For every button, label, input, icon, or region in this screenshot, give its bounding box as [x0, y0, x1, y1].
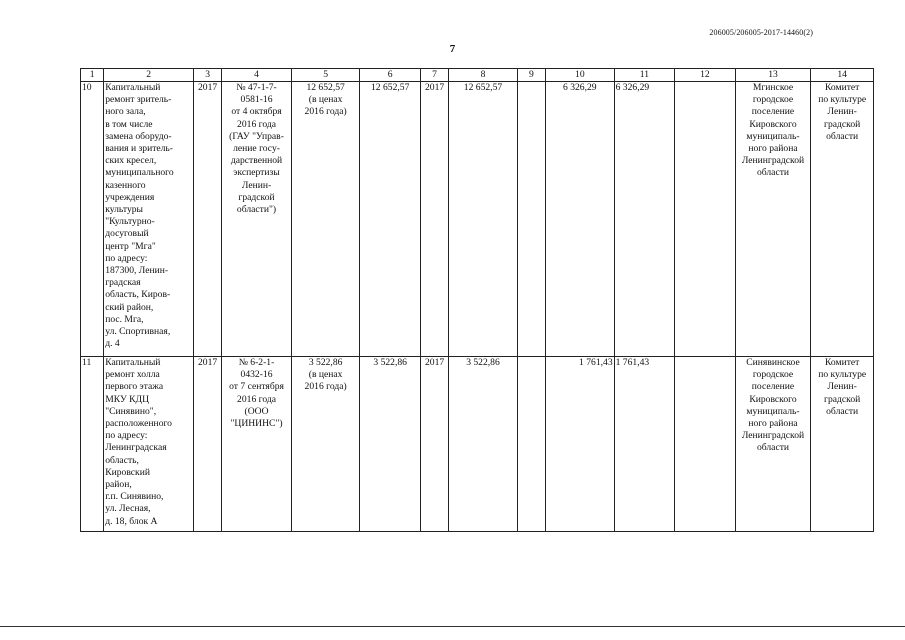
col-header-11: 11 [614, 69, 675, 82]
regional-budget: 6 326,29 [563, 82, 597, 93]
funding-year: 2017 [424, 357, 445, 368]
remaining-cost: 3 522,86 [373, 357, 407, 368]
col-header-4: 4 [222, 69, 292, 82]
start-year: 2017 [198, 357, 218, 368]
col-header-2: 2 [104, 69, 194, 82]
col-header-5: 5 [291, 69, 360, 82]
col-header-6: 6 [360, 69, 421, 82]
col-header-12: 12 [675, 69, 736, 82]
total-funding: 12 652,57 [463, 82, 503, 93]
data-table [80, 68, 874, 532]
start-year: 2017 [198, 82, 218, 93]
expertise-conclusion: № 47-1-7- 0581-16 от 4 октября 2016 года (ГАУ "Управ- ление госу- дарственной экспертизы Ленин- градской области") [229, 82, 284, 216]
responsible-committee: Комитет по культуре Ленин- градской области [818, 357, 867, 417]
row-number: 11 [82, 357, 92, 368]
column-number-row [81, 69, 874, 82]
col-header-3: 3 [193, 69, 221, 82]
remaining-cost: 12 652,57 [371, 82, 410, 93]
page-number: 7 [449, 43, 456, 55]
responsible-committee: Комитет по культуре Ленин- градской области [818, 82, 867, 142]
estimated-cost: 3 522,86 (в ценах 2016 года) [304, 357, 347, 393]
document-id: 206005/206005-2017-14460(2) [709, 28, 813, 37]
local-budget: 6 326,29 [615, 82, 650, 93]
row-number: 10 [82, 82, 92, 93]
estimated-cost: 12 652,57 (в ценах 2016 года) [304, 82, 347, 118]
expertise-conclusion: № 6-2-1- 0432-16 от 7 сентября 2016 года (ООО "ЦИНИНС") [229, 357, 284, 430]
col-header-14: 14 [811, 69, 874, 82]
page-bottom-divider [0, 626, 905, 627]
local-budget: 1 761,43 [615, 357, 650, 368]
table-row [81, 82, 874, 357]
col-header-9: 9 [517, 69, 545, 82]
col-header-7: 7 [420, 69, 448, 82]
col-header-8: 8 [449, 69, 518, 82]
municipality: Мгинское городское поселение Кировского муниципаль- ного района Ленинградской области [741, 82, 805, 179]
regional-budget: 1 761,43 [579, 357, 613, 368]
col-header-13: 13 [735, 69, 811, 82]
object-description: Капитальный ремонт холла первого этажа МКУ КДЦ "Синявино", расположенного по адресу: Ленинградская область, Кировский район, г.п. Синявино, ул. Лесная, д. 18, блок А [105, 357, 172, 527]
col-header-10: 10 [546, 69, 615, 82]
funding-year: 2017 [424, 82, 445, 93]
municipality: Синявинское городское поселение Кировского муниципаль- ного района Ленинградской области [741, 357, 805, 454]
object-description: Капитальный ремонт зритель- ного зала, в том числе замена оборудо- вания и зритель- ских кресел, муниципального казенного учреждения культуры "Культурно- досуговый центр "Мга" по адресу: 187300, Ленин- градская область, Киров- ский район, пос. Мга, ул. Спортивная, д. 4 [105, 82, 174, 350]
col-header-1: 1 [81, 69, 104, 82]
total-funding: 3 522,86 [466, 357, 500, 368]
table-row [81, 357, 874, 532]
